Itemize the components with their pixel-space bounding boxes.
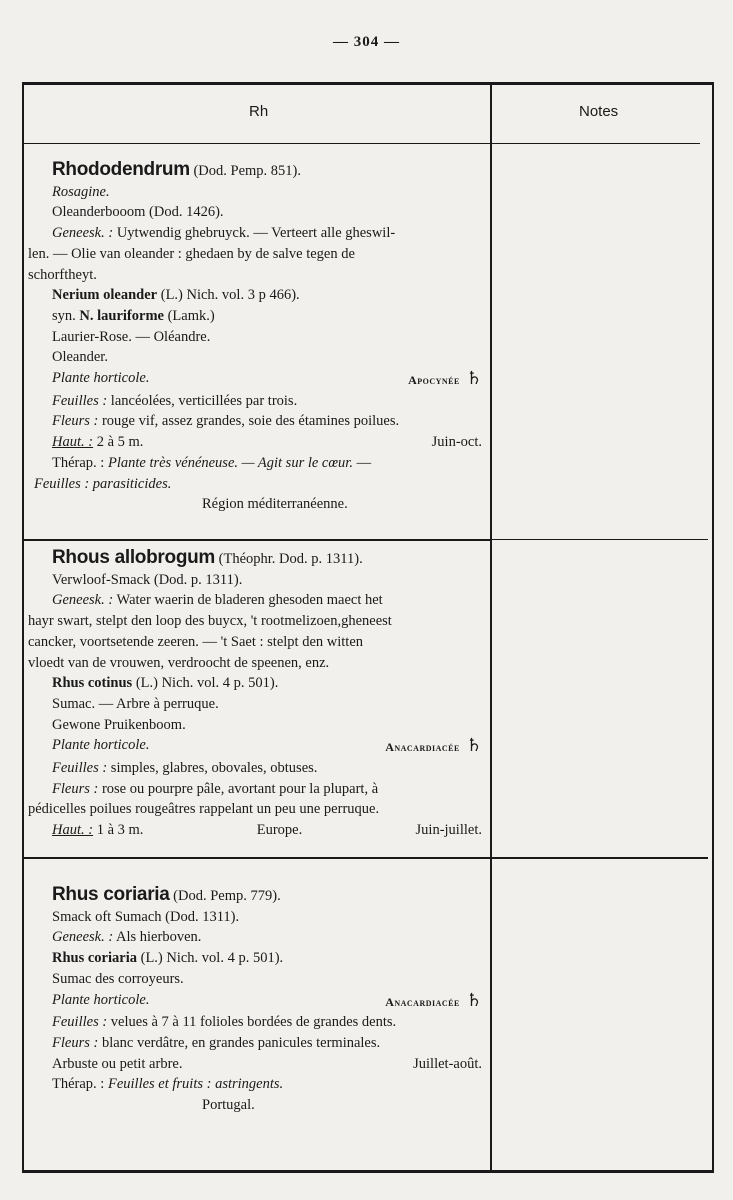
entry-line: Sumac des corroyeurs.	[52, 970, 184, 987]
field-label: Fleurs :	[52, 413, 99, 430]
page-frame	[22, 82, 714, 1173]
field-text: parasiticides.	[89, 475, 172, 492]
field-text: syn.	[52, 307, 80, 324]
entry-rhous-allobrogum	[28, 547, 492, 841]
field-text: velues à 7 à 11 folioles bordées de grandes dents.	[107, 1014, 397, 1031]
field-text: (L.) Nich. vol. 3 p 466).	[157, 287, 300, 304]
field-label: Plante horticole.	[52, 370, 150, 387]
entry-line: Gewone Pruikenboom.	[52, 716, 186, 733]
region: Europe.	[256, 822, 303, 839]
family-name: Apocynée	[408, 373, 460, 388]
entry-line: Oleanderbooom (Dod. 1426).	[52, 204, 224, 221]
entry-reference: (Théophr. Dod. p. 1311).	[218, 551, 363, 567]
entry-line: hayr swart, stelpt den loop des buycx, 't rootmelizoen,gheneest	[28, 613, 392, 630]
entry-line: len. — Olie van oleander : ghedaen by de salve tegen de	[28, 245, 355, 262]
entry-line: Arbuste ou petit arbre.	[52, 1055, 183, 1072]
entry-rhus-coriaria	[52, 885, 492, 1116]
entry-title: Rhous allobrogum	[52, 547, 216, 568]
entry-reference: (Dod. Pemp. 779).	[173, 888, 281, 904]
entry-separator	[24, 539, 490, 541]
field-text: simples, glabres, obovales, obtuses.	[107, 760, 318, 777]
entry-line: vloedt van de vrouwen, verdroocht de speenen, enz.	[28, 654, 330, 671]
field-label: Thérap. :	[52, 454, 108, 471]
field-text: Uytwendig ghebruyck. — Verteert alle gheswil-	[113, 225, 396, 242]
species-name: Rhus cotinus	[52, 675, 133, 692]
flowering-period: Juillet-août.	[413, 1055, 482, 1072]
flowering-period: Juin-oct.	[431, 434, 482, 451]
entry-line: Oleander.	[52, 349, 108, 366]
field-text: blanc verdâtre, en grandes panicules terminales.	[98, 1034, 381, 1051]
family-name: Anacardiacée	[385, 994, 460, 1009]
entry-line: schorftheyt.	[28, 266, 97, 283]
region: Région méditerranéenne.	[202, 496, 348, 513]
field-label: Haut. :	[52, 434, 94, 451]
notes-separator	[492, 539, 708, 540]
field-text: 1 à 3 m.	[93, 822, 144, 839]
entry-line: pédicelles poilues rougeâtres rappelant un peu une perruque.	[28, 801, 380, 818]
field-text: Plante très vénéneuse. — Agit sur le cœur.	[107, 454, 353, 471]
page-number: — 304 —	[333, 34, 400, 50]
entry-reference: (Dod. Pemp. 851).	[193, 163, 301, 179]
field-label: Geneesk. :	[52, 592, 114, 609]
shrub-symbol-icon: ♄	[465, 368, 482, 389]
flowering-period: Juin-juillet.	[415, 822, 482, 839]
field-label: Geneesk. :	[52, 225, 114, 242]
entry-line: Smack oft Sumach (Dod. 1311).	[52, 908, 240, 925]
field-label: Plante horticole.	[52, 991, 150, 1008]
entry-line: Sumac. — Arbre à perruque.	[52, 695, 219, 712]
family-name: Anacardiacée	[385, 740, 460, 755]
field-label: Fleurs :	[52, 780, 99, 797]
column-header-rh: Rh	[249, 103, 269, 120]
field-label: Haut. :	[52, 822, 94, 839]
column-header-notes: Notes	[579, 103, 619, 120]
shrub-symbol-icon: ♄	[465, 989, 482, 1010]
field-label: Fleurs :	[52, 1034, 99, 1051]
species-name: Rhus coriaria	[52, 950, 137, 967]
entry-line: Laurier-Rose. — Oléandre.	[52, 328, 211, 345]
field-text: rose ou pourpre pâle, avortant pour la plupart, à	[98, 780, 379, 797]
field-text: Water waerin de bladeren ghesoden maect het	[113, 592, 383, 609]
entry-line: Verwloof-Smack (Dod. p. 1311).	[52, 571, 243, 588]
field-label: Plante horticole.	[52, 737, 150, 754]
entry-rhododendrum	[28, 159, 492, 515]
field-text: rouge vif, assez grandes, soie des étamines poilues.	[98, 413, 400, 430]
field-text: Als hierboven.	[113, 929, 202, 946]
entry-separator	[24, 857, 708, 859]
field-label: Feuilles :	[34, 475, 90, 492]
field-label: Thérap. :	[52, 1076, 108, 1093]
header-rule	[24, 143, 700, 144]
field-text: (L.) Nich. vol. 4 p. 501).	[132, 675, 279, 692]
field-text: 2 à 5 m.	[93, 434, 144, 451]
field-label: Geneesk. :	[52, 929, 114, 946]
species-name: Nerium oleander	[52, 287, 158, 304]
field-label: Feuilles :	[52, 392, 108, 409]
field-label: Feuilles :	[52, 760, 108, 777]
field-text: lancéolées, verticillées par trois.	[107, 392, 298, 409]
field-text: Feuilles et fruits : astringents.	[107, 1076, 284, 1093]
field-text: (L.) Nich. vol. 4 p. 501).	[136, 950, 284, 967]
species-name: N. lauriforme	[79, 307, 164, 324]
region: Portugal.	[202, 1097, 255, 1114]
entry-line: Rosagine.	[52, 183, 110, 200]
entry-title: Rhus coriaria	[52, 884, 170, 905]
field-label: Feuilles :	[52, 1014, 108, 1031]
field-text: —	[352, 454, 372, 471]
field-text: (Lamk.)	[163, 307, 215, 324]
entry-title: Rhododendrum	[52, 159, 190, 180]
shrub-symbol-icon: ♄	[465, 735, 482, 756]
entry-line: cancker, voortsetende zeeren. — 't Saet : stelpt den witten	[28, 633, 364, 650]
